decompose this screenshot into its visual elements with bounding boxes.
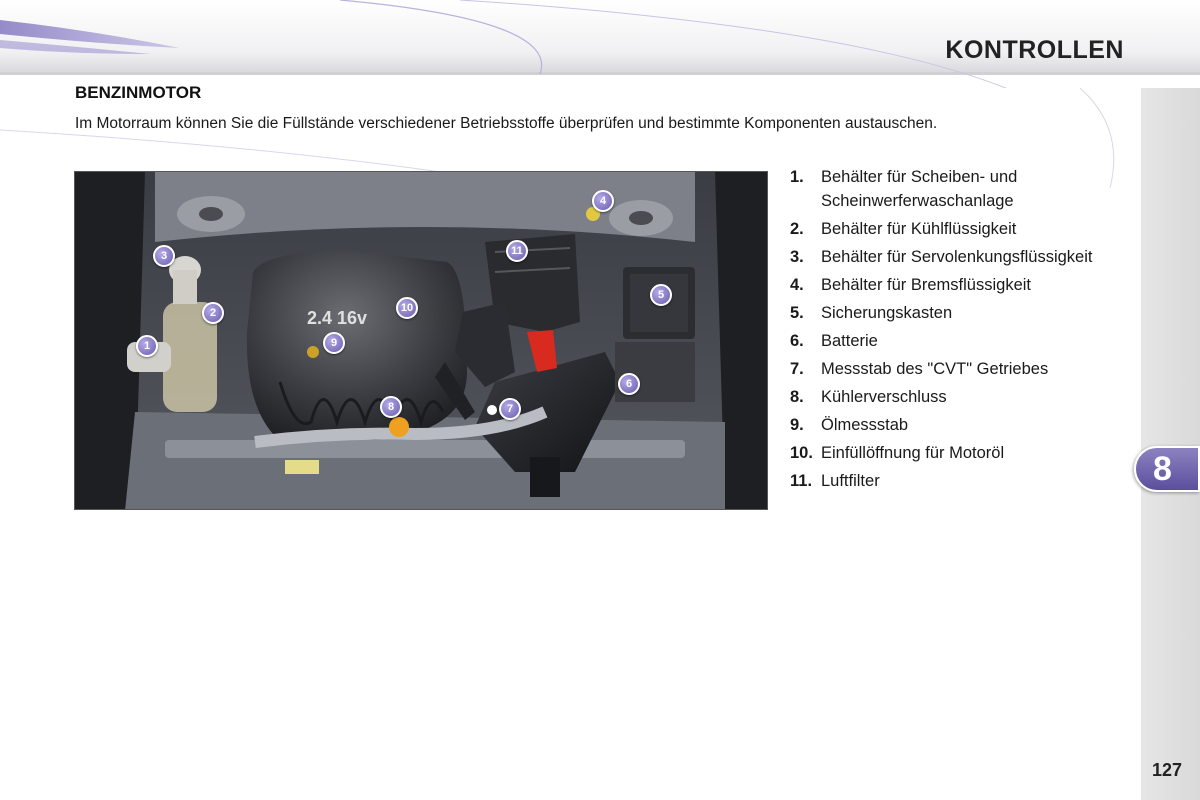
- callout-10: 10: [396, 297, 418, 319]
- callout-9: 9: [323, 332, 345, 354]
- legend-text: Behälter für Scheiben- und Scheinwerferwaschanlage: [821, 168, 1018, 210]
- legend-number: 4.: [790, 275, 804, 294]
- legend-text: Behälter für Kühlflüssigkeit: [821, 219, 1017, 238]
- legend-number: 5.: [790, 303, 804, 322]
- legend-text: Messstab des "CVT" Getriebes: [821, 359, 1049, 378]
- legend-text: Einfüllöffnung für Motoröl: [821, 443, 1005, 462]
- callout-5: 5: [650, 284, 672, 306]
- legend-item: [790, 330, 1130, 354]
- page-number: 127: [1152, 760, 1183, 780]
- legend-number: 9.: [790, 415, 804, 434]
- legend-text: Behälter für Servolenkungsflüssigkeit: [821, 247, 1093, 266]
- legend-text: Sicherungskasten: [821, 303, 953, 322]
- legend-number: 7.: [790, 359, 804, 378]
- legend-number: 2.: [790, 219, 804, 238]
- callout-2: 2: [202, 302, 224, 324]
- legend-text: Luftfilter: [821, 471, 880, 490]
- legend-item: [790, 274, 1130, 298]
- legend-item: [790, 166, 1130, 213]
- legend-number: 8.: [790, 387, 804, 406]
- legend-item: [790, 470, 1130, 494]
- engine-cover-marking: 2.4 16v: [307, 308, 368, 328]
- legend-item: [790, 442, 1130, 466]
- legend-item: [790, 386, 1130, 410]
- callout-1: 1: [136, 335, 158, 357]
- legend-item: [790, 358, 1130, 382]
- right-margin-strip: [1141, 88, 1200, 800]
- component-legend: [790, 166, 1130, 498]
- chapter-tab[interactable]: 8: [1134, 446, 1200, 492]
- legend-text: Ölmessstab: [821, 415, 909, 434]
- legend-item: [790, 302, 1130, 326]
- intro-paragraph: Im Motorraum können Sie die Füllstände verschiedener Betriebsstoffe überprüfen und bestimmte Komponenten austauschen.: [75, 115, 938, 132]
- legend-text: Kühlerverschluss: [821, 387, 947, 406]
- callout-3: 3: [153, 245, 175, 267]
- callout-7: 7: [499, 398, 521, 420]
- legend-number: 6.: [790, 331, 804, 350]
- header-band: [0, 0, 1200, 88]
- legend-item: [790, 414, 1130, 438]
- section-title: KONTROLLEN: [945, 36, 1124, 64]
- callout-8: 8: [380, 396, 402, 418]
- legend-number: 11.: [790, 471, 813, 490]
- engine-bay-illustration: [75, 172, 768, 510]
- legend-number: 1.: [790, 168, 804, 186]
- callout-11: 11: [506, 240, 528, 262]
- legend-number: 10.: [790, 443, 813, 462]
- engine-bay-photo: [74, 171, 768, 510]
- legend-item: [790, 246, 1130, 270]
- legend-text: Behälter für Bremsflüssigkeit: [821, 275, 1031, 294]
- callout-4: 4: [592, 190, 614, 212]
- section-heading: BENZINMOTOR: [75, 83, 202, 102]
- legend-item: [790, 218, 1130, 242]
- legend-text: Batterie: [821, 331, 878, 350]
- legend-number: 3.: [790, 247, 804, 266]
- callout-6: 6: [618, 373, 640, 395]
